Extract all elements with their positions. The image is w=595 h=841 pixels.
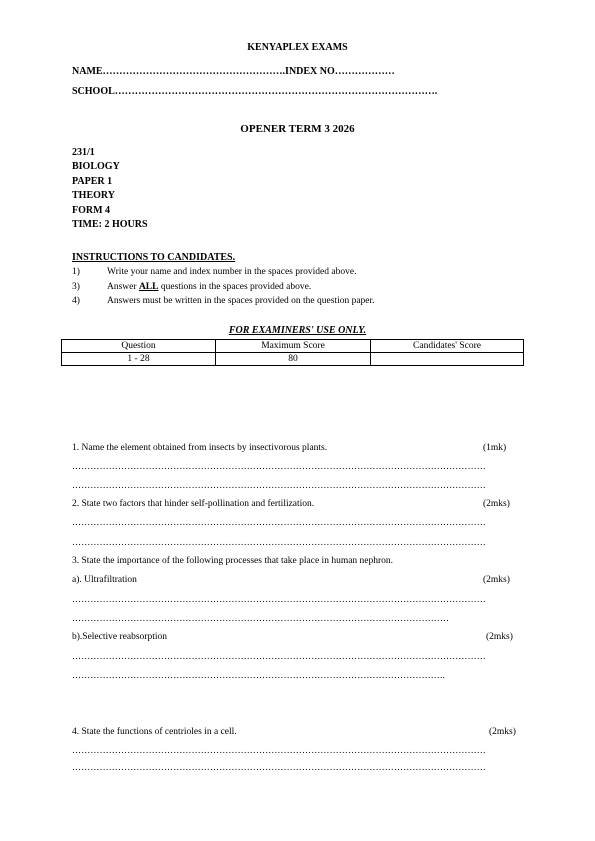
instruction-text: Answers must be written in the spaces provided on the question paper.: [107, 296, 375, 306]
question-1-text: 1. Name the element obtained from insects by insectivorous plants.: [72, 443, 328, 453]
question-3-text: 3. State the importance of the following processes that take place in human nephron.: [72, 556, 394, 566]
cell-question-range: 1 - 28: [62, 353, 216, 366]
answer-line[interactable]: ………………………………………………………………………………………………………………………: [72, 517, 486, 527]
question-4-marks: (2mks): [489, 727, 516, 737]
instruction-number: 3): [72, 282, 80, 292]
examiners-score-table: [61, 339, 524, 366]
time-allowed: TIME: 2 HOURS: [72, 219, 148, 230]
question-2-text: 2. State two factors that hinder self-pollination and fertilization.: [72, 499, 315, 509]
cell-max-score: 80: [216, 353, 371, 366]
table-header-row: [62, 340, 524, 353]
answer-line[interactable]: ………………………………………………………………………………………………………………………: [72, 651, 486, 661]
subject: BIOLOGY: [72, 161, 120, 172]
paper-type: THEORY: [72, 190, 115, 201]
instruction-number: 1): [72, 267, 80, 277]
paper-code: 231/1: [72, 147, 95, 158]
question-2-marks: (2mks): [483, 499, 510, 509]
answer-line[interactable]: ………………………………………………………………………………………………………………………: [72, 461, 486, 471]
answer-line[interactable]: ………………………………………………………………………………………………………………………: [72, 762, 486, 772]
cell-candidate-score[interactable]: [371, 353, 524, 366]
form-level: FORM 4: [72, 205, 111, 216]
instructions-heading: INSTRUCTIONS TO CANDIDATES.: [72, 252, 236, 263]
header-question: Question: [62, 340, 216, 353]
header-max-score: Maximum Score: [216, 340, 371, 353]
header-candidate-score: Candidates' Score: [371, 340, 524, 353]
question-3a-marks: (2mks): [483, 575, 510, 585]
name-index-line[interactable]: NAME……………………………………………….INDEX NO………………: [72, 66, 395, 77]
question-3a-text: a). Ultrafiltration: [72, 575, 137, 585]
answer-line[interactable]: ………………………………………………………………………………………………………………………: [72, 480, 486, 490]
question-3b-marks: (2mks): [486, 632, 513, 642]
examiners-caption: FOR EXAMINERS' USE ONLY.: [228, 325, 367, 336]
answer-line[interactable]: ………………………………………………………………………………………………………………………: [72, 594, 486, 604]
emphasis-all: ALL: [138, 282, 159, 292]
school-line[interactable]: SCHOOL…………………………………………………………………………………….: [72, 86, 438, 97]
answer-line[interactable]: …………………………………………………………………………………………………………..: [72, 670, 445, 680]
table-row: [62, 353, 524, 366]
instruction-text: Answer ALL questions in the spaces provided above.: [107, 282, 312, 292]
question-3b-text: b).Selective reabsorption: [72, 632, 167, 642]
answer-line[interactable]: ……………………………………………………………………………………………………………: [72, 613, 450, 623]
instruction-text: Write your name and index number in the spaces provided above.: [107, 267, 357, 277]
paper-number: PAPER 1: [72, 176, 113, 187]
answer-line[interactable]: ………………………………………………………………………………………………………………………: [72, 745, 486, 755]
instruction-number: 4): [72, 296, 80, 306]
question-4-text: 4. State the functions of centrioles in a cell.: [72, 727, 237, 737]
answer-line[interactable]: ………………………………………………………………………………………………………………………: [72, 537, 486, 547]
org-title: KENYAPLEX EXAMS: [247, 42, 348, 53]
exam-title: OPENER TERM 3 2026: [240, 123, 355, 135]
question-1-marks: (1mk): [483, 443, 507, 453]
